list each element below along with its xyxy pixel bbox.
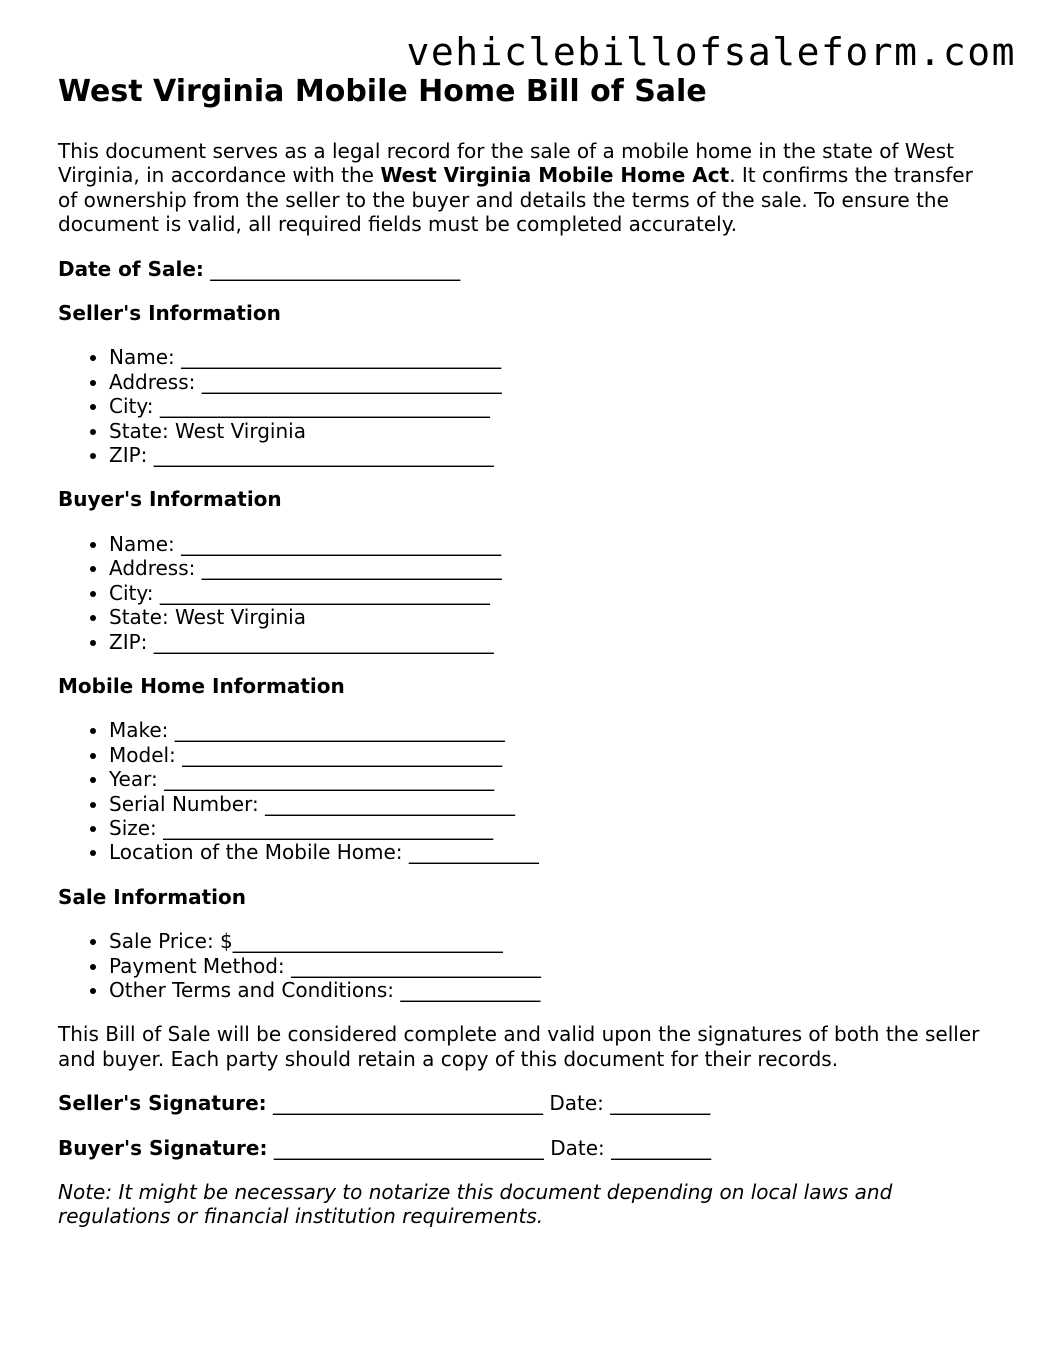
- location-field[interactable]: • Location of the Mobile Home: _____________: [109, 840, 998, 864]
- seller-signature-line: [58, 1091, 998, 1115]
- intro-text-2: . It confirms the transfer of ownership from the seller to the buyer and details the terms of the sale. To ensure the document is valid, all required fields must be completed accurately.: [58, 163, 973, 237]
- size-field[interactable]: • Size: _________________________________: [109, 816, 998, 840]
- sale-price-field[interactable]: • Sale Price: $___________________________: [109, 929, 998, 953]
- date-of-sale-label: Date of Sale:: [58, 256, 204, 281]
- seller-list: [58, 345, 998, 467]
- act-name: West Virginia Mobile Home Act: [380, 163, 730, 188]
- buyer-heading: Buyer's Information: [58, 487, 282, 512]
- seller-state-field: • State: West Virginia: [109, 419, 998, 443]
- buyer-state-field: • State: West Virginia: [109, 605, 998, 629]
- buyer-signature-line: [58, 1136, 998, 1160]
- seller-city-field[interactable]: • City: _________________________________: [109, 394, 998, 418]
- buyer-signature-label: Buyer's Signature:: [58, 1135, 268, 1160]
- closing-paragraph: This Bill of Sale will be considered complete and valid upon the signatures of both the seller and buyer. Each party should retain a copy of this document for their records.: [58, 1022, 980, 1071]
- document-title: West Virginia Mobile Home Bill of Sale: [58, 74, 707, 109]
- sale-list: [58, 929, 998, 1002]
- buyer-list: [58, 532, 998, 654]
- mobile-home-heading: Mobile Home Information: [58, 673, 345, 698]
- year-field[interactable]: • Year: _________________________________: [109, 767, 998, 791]
- serial-number-field[interactable]: • Serial Number: _________________________: [109, 792, 998, 816]
- seller-name-field[interactable]: • Name: ________________________________: [109, 345, 998, 369]
- buyer-zip-field[interactable]: • ZIP: __________________________________: [109, 630, 998, 654]
- document-body: [58, 72, 998, 1229]
- buyer-name-field[interactable]: • Name: ________________________________: [109, 532, 998, 556]
- date-of-sale-blank[interactable]: _________________________: [210, 256, 461, 281]
- watermark: vehiclebillofsaleform.com: [406, 30, 1016, 74]
- seller-address-field[interactable]: • Address: ______________________________: [109, 370, 998, 394]
- seller-signature-label: Seller's Signature:: [58, 1091, 267, 1116]
- make-field[interactable]: • Make: _________________________________: [109, 718, 998, 742]
- seller-signature-blank[interactable]: ___________________________ Date: __________: [266, 1091, 711, 1116]
- sale-heading: Sale Information: [58, 884, 246, 909]
- seller-heading: Seller's Information: [58, 301, 281, 326]
- buyer-signature-blank[interactable]: ___________________________ Date: __________: [267, 1135, 712, 1160]
- intro-text-1: This document serves as a legal record for the sale of a mobile home in the state of West Virginia, in accordance with the: [58, 139, 954, 188]
- buyer-city-field[interactable]: • City: _________________________________: [109, 581, 998, 605]
- date-of-sale: [58, 257, 998, 281]
- notarization-note: Note: It might be necessary to notarize this document depending on local laws and regulations or financial institution requirements.: [58, 1180, 893, 1229]
- buyer-address-field[interactable]: • Address: ______________________________: [109, 556, 998, 580]
- intro-paragraph: [58, 139, 998, 237]
- mobile-home-list: [58, 718, 998, 864]
- payment-method-field[interactable]: • Payment Method: _________________________: [109, 954, 998, 978]
- model-field[interactable]: • Model: ________________________________: [109, 743, 998, 767]
- seller-zip-field[interactable]: • ZIP: __________________________________: [109, 443, 998, 467]
- other-terms-field[interactable]: • Other Terms and Conditions: ______________: [109, 978, 998, 1002]
